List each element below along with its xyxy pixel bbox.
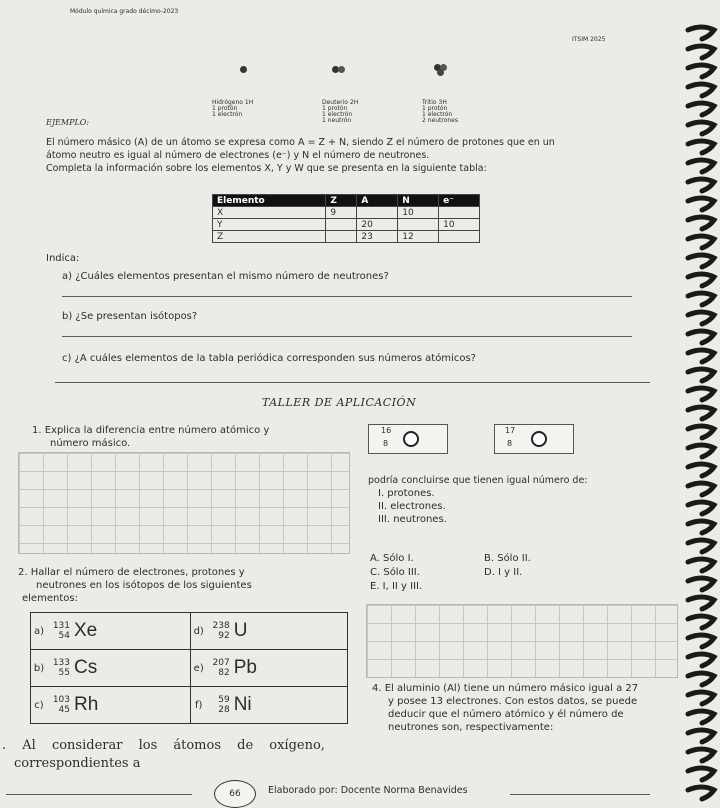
spiral-ring-icon xyxy=(688,84,714,96)
oxygen-17-box xyxy=(494,424,574,454)
q1-text: 1. Explica la diferencia entre número atómico y número másico. xyxy=(32,425,270,449)
question-a: a) ¿Cuáles elementos presentan el mismo número de neutrones? xyxy=(62,271,389,282)
o16-atomic: 8 xyxy=(383,439,389,448)
question-b: b) ¿Se presentan isótopos? xyxy=(62,311,198,322)
ejemplo-text: El número másico (A) de un átomo se expresa como A = Z + N, siendo Z el número de protones que en un átomo neutro es igual al número de electrones (e⁻) y N el número de neutrones. Completa la información sobre los elementos X, Y y W que se presenta en la siguiente tabla: xyxy=(46,137,555,174)
isotope-cell-xe: a) 131 54 Xe xyxy=(31,613,191,650)
table-header-cell: N xyxy=(398,195,439,207)
spiral-ring-icon xyxy=(688,236,714,248)
q2-text: 2. Hallar el número de electrones, protones y neutrones en los isótopos de los siguientes elementos: xyxy=(18,567,252,604)
spiral-ring-icon xyxy=(688,597,714,609)
answer-line-a[interactable] xyxy=(62,296,632,297)
footer-line-right xyxy=(510,794,650,795)
atom-tritium xyxy=(420,60,470,100)
spiral-ring-icon xyxy=(688,483,714,495)
spiral-ring-icon xyxy=(688,350,714,362)
isotope-cell-pb: e) 207 82 Pb xyxy=(190,650,347,687)
elements-table xyxy=(212,194,480,243)
table-row xyxy=(213,231,480,243)
q3-text: . Al considerar los átomos de oxígeno, xyxy=(2,738,325,753)
spiral-ring-icon xyxy=(688,407,714,419)
table-cell xyxy=(439,231,480,243)
table-cell: Y xyxy=(213,219,326,231)
spiral-ring-icon xyxy=(688,160,714,172)
spiral-ring-icon xyxy=(688,711,714,723)
table-header-cell: e⁻ xyxy=(439,195,480,207)
spiral-binding-icon xyxy=(630,0,720,808)
atom-tritium-caption: Tritio 3H 1 protón 1 electrón 2 neutrones xyxy=(422,99,458,124)
option-d[interactable]: D. I y II. xyxy=(484,567,523,578)
spiral-ring-icon xyxy=(688,103,714,115)
spiral-ring-icon xyxy=(688,122,714,134)
spiral-ring-icon xyxy=(688,255,714,267)
q4-text: 4. El aluminio (Al) tiene un número másico igual a 27 y posee 13 electrones. Con estos datos, se puede deducir que el número atómico y él número de neutrones son, respectivamente: xyxy=(372,683,639,733)
spiral-ring-icon xyxy=(688,274,714,286)
table-cell: 12 xyxy=(398,231,439,243)
table-cell: X xyxy=(213,207,326,219)
spiral-ring-icon xyxy=(688,768,714,780)
footer-author: Elaborado por: Docente Norma Benavides xyxy=(268,785,468,796)
conclude-text: podría concluirse que tienen igual número de: xyxy=(368,475,588,486)
spiral-ring-icon xyxy=(688,426,714,438)
table-cell xyxy=(398,219,439,231)
o17-atomic: 8 xyxy=(507,439,513,448)
footer-line-left xyxy=(6,794,192,795)
option-b[interactable]: B. Sólo II. xyxy=(484,553,531,564)
option-a[interactable]: A. Sólo I. xyxy=(370,553,414,564)
table-cell: 23 xyxy=(357,231,398,243)
statements: I. protones. II. electrones. III. neutrones. xyxy=(378,488,447,525)
taller-title: TALLER DE APLICACIÓN xyxy=(262,396,417,409)
question-c: c) ¿A cuáles elementos de la tabla periódica corresponden sus números atómicos? xyxy=(62,353,476,364)
table-cell: 9 xyxy=(326,207,357,219)
isotope-cell-rh: c) 103 45 Rh xyxy=(31,687,191,724)
spiral-ring-icon xyxy=(688,293,714,305)
spiral-ring-icon xyxy=(688,141,714,153)
answer-line-b[interactable] xyxy=(62,336,632,337)
spiral-ring-icon xyxy=(688,730,714,742)
q3-text-cont: correspondientes a xyxy=(14,756,141,771)
atom-hydrogen-caption: Hidrógeno 1H 1 protón 1 electrón xyxy=(212,99,254,118)
table-header-row xyxy=(213,195,480,207)
spiral-ring-icon xyxy=(688,749,714,761)
spiral-ring-icon xyxy=(688,673,714,685)
table-row xyxy=(213,207,480,219)
table-header-cell: Z xyxy=(326,195,357,207)
table-cell: 10 xyxy=(398,207,439,219)
spiral-ring-icon xyxy=(688,502,714,514)
option-c[interactable]: C. Sólo III. xyxy=(370,567,420,578)
spiral-ring-icon xyxy=(688,521,714,533)
spiral-ring-icon xyxy=(688,179,714,191)
oxygen-16-box xyxy=(368,424,448,454)
spiral-ring-icon xyxy=(688,654,714,666)
q1-answer-grid[interactable] xyxy=(18,452,350,554)
table-cell xyxy=(326,231,357,243)
spiral-ring-icon xyxy=(688,217,714,229)
spiral-ring-icon xyxy=(688,616,714,628)
spiral-ring-icon xyxy=(688,578,714,590)
module-title: Módulo química grado décimo-2023 xyxy=(70,8,179,15)
indica-label: Indica: xyxy=(46,253,80,264)
o17-mass: 17 xyxy=(505,426,516,435)
table-cell: 10 xyxy=(439,219,480,231)
spiral-ring-icon xyxy=(688,65,714,77)
spiral-ring-icon xyxy=(688,312,714,324)
spiral-ring-icon xyxy=(688,692,714,704)
spiral-ring-icon xyxy=(688,787,714,799)
table-header-cell: A xyxy=(357,195,398,207)
spiral-ring-icon xyxy=(688,635,714,647)
table-row xyxy=(213,219,480,231)
spiral-ring-icon xyxy=(688,27,714,39)
spiral-ring-icon xyxy=(688,331,714,343)
atom-deuterium-caption: Deuterio 2H 1 protón 1 electrón 1 neutrón xyxy=(322,99,359,124)
isotope-cell-ni: f) 59 28 Ni xyxy=(190,687,347,724)
o16-atom-icon xyxy=(403,431,419,447)
spiral-ring-icon xyxy=(688,540,714,552)
table-header-cell: Elemento xyxy=(213,195,326,207)
page-number: 66 xyxy=(214,780,256,808)
atom-hydrogen xyxy=(222,60,272,100)
table-cell xyxy=(439,207,480,219)
option-e[interactable]: E. I, II y III. xyxy=(370,581,423,592)
spiral-ring-icon xyxy=(688,46,714,58)
isotopes-table xyxy=(30,612,348,724)
o17-atom-icon xyxy=(531,431,547,447)
atom-deuterium xyxy=(318,60,368,100)
spiral-ring-icon xyxy=(688,369,714,381)
spiral-ring-icon xyxy=(688,559,714,571)
table-cell xyxy=(357,207,398,219)
spiral-ring-icon xyxy=(688,464,714,476)
school-code: ITSIM 2025 xyxy=(572,36,606,43)
spiral-ring-icon xyxy=(688,445,714,457)
isotope-cell-u: d) 238 92 U xyxy=(190,613,347,650)
isotope-cell-cs: b) 133 55 Cs xyxy=(31,650,191,687)
answer-line-c[interactable] xyxy=(55,382,650,383)
spiral-ring-icon xyxy=(688,388,714,400)
o16-mass: 16 xyxy=(381,426,392,435)
ejemplo-heading: EJEMPLO: xyxy=(46,118,90,127)
table-cell: Z xyxy=(213,231,326,243)
spiral-ring-icon xyxy=(688,198,714,210)
table-cell: 20 xyxy=(357,219,398,231)
table-cell xyxy=(326,219,357,231)
